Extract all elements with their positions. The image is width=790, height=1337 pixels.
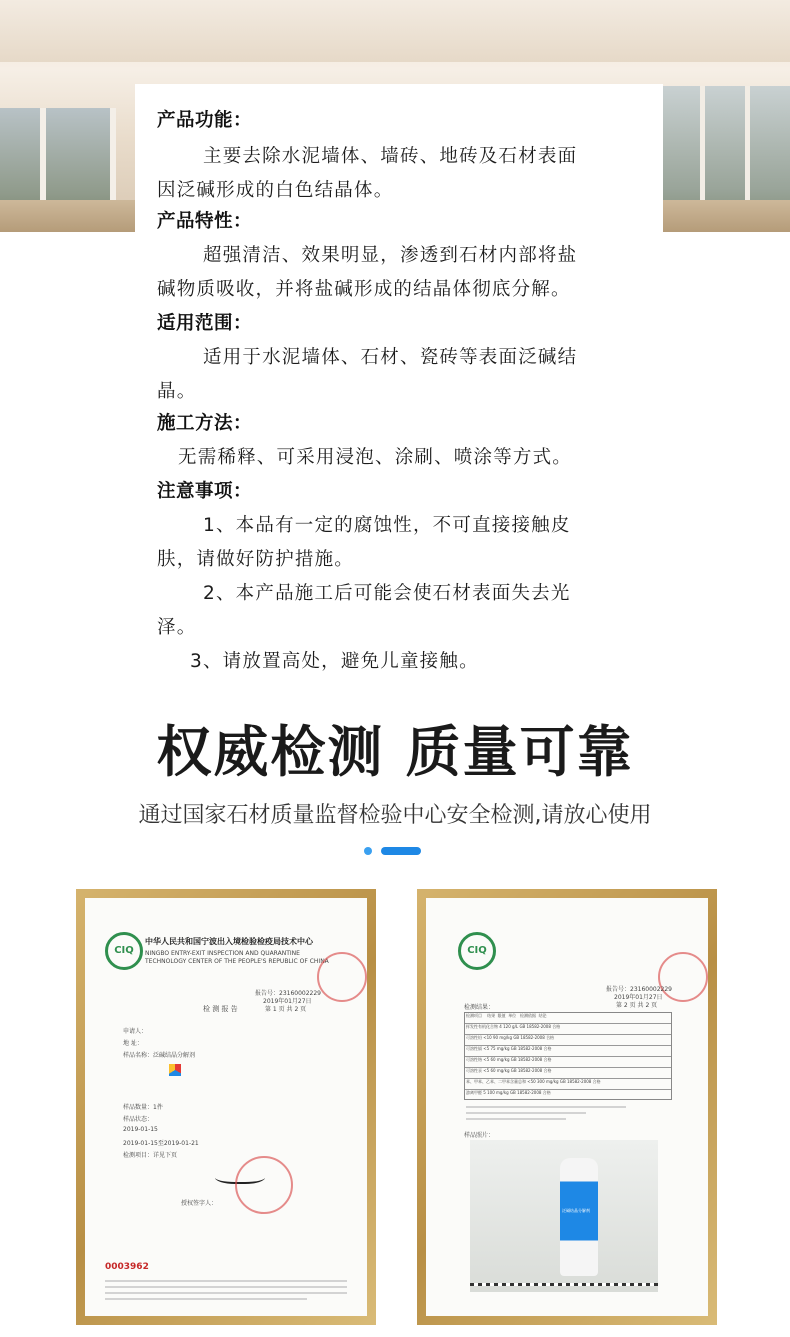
receive-date: 2019-01-15 <box>123 1126 158 1133</box>
certificate-frame-2 <box>417 889 717 1325</box>
note-2-line-1: 2、本产品施工后可能会使石材表面失去光 <box>203 583 571 604</box>
report-number: 报告号：23160002229 <box>606 986 672 993</box>
red-seal-icon <box>658 952 708 1002</box>
ciq-logo-icon: CIQ <box>458 932 496 970</box>
serial-number: 0003962 <box>105 1262 149 1272</box>
scope-text-1: 适用于水泥墙体、石材、瓷砖等表面泛碱结 <box>203 347 578 368</box>
applicant: 申请人： <box>123 1028 148 1035</box>
carousel-dot-active[interactable] <box>381 847 421 855</box>
sample-photo <box>470 1140 658 1292</box>
heading-scope: 适用范围： <box>157 313 253 334</box>
function-text-2: 因泛碱形成的白色结晶体。 <box>157 180 394 201</box>
table-row: 可溶性铬 <5 60 mg/kg GB 18582-2008 合格 <box>466 1057 552 1062</box>
report-date: 2019年01月27日 <box>614 994 663 1001</box>
table-row: 挥发性有机化合物 4 120 g/L GB 18582-2008 合格 <box>466 1024 561 1029</box>
table-row: 游离甲醛 5 100 mg/kg GB 18582-2008 合格 <box>466 1090 551 1095</box>
note-2-line-2: 泽。 <box>157 617 197 638</box>
sample-logo-icon <box>169 1064 181 1076</box>
ceiling <box>0 0 790 62</box>
table-row: 可溶性铅 <10 90 mg/kg GB 18582-2008 合格 <box>466 1035 555 1040</box>
table-row: 苯、甲苯、乙苯、二甲苯含量总和 <50 300 mg/kg GB 18582-2008 合格 <box>466 1079 601 1084</box>
note-3: 3、请放置高处，避免儿童接触。 <box>190 651 479 672</box>
bottle-label: 泛碱结晶分解剂 <box>562 1208 590 1213</box>
function-text-1: 主要去除水泥墙体、墙砖、地砖及石材表面 <box>203 146 578 167</box>
report-page: 第 2 页 共 2 页 <box>616 1002 658 1009</box>
certificate-page-1 <box>85 898 367 1316</box>
heading-function: 产品功能： <box>157 110 253 131</box>
report-date: 2019年01月27日 <box>263 998 312 1005</box>
note-1-line-1: 1、本品有一定的腐蚀性，不可直接接触皮 <box>203 515 571 536</box>
measuring-scale <box>470 1283 658 1286</box>
table-row: 可溶性汞 <5 60 mg/kg GB 18582-2008 合格 <box>466 1068 552 1073</box>
table-row: 可溶性镉 <5 75 mg/kg GB 18582-2008 合格 <box>466 1046 552 1051</box>
cert-header-cn: 中华人民共和国宁波出入境检验检疫局技术中心 <box>145 937 313 946</box>
certificate-page-2 <box>426 898 708 1316</box>
sample-state: 样品状态： <box>123 1116 154 1123</box>
ciq-logo-icon: CIQ <box>105 932 143 970</box>
method-text: 无需稀释、可采用浸泡、涂刷、喷涂等方式。 <box>178 447 573 468</box>
sample-photo-label: 样品照片： <box>464 1132 495 1139</box>
result-label: 检测结果： <box>464 1004 495 1011</box>
red-seal-icon <box>317 952 367 1002</box>
address: 地 址： <box>123 1040 143 1047</box>
test-items: 检测项目：详见下页 <box>123 1152 178 1159</box>
report-page: 第 1 页 共 2 页 <box>265 1006 307 1013</box>
certificate-frame-1 <box>76 889 376 1325</box>
section-subtitle: 通过国家石材质量监督检验中心安全检测,请放心使用 <box>138 803 652 828</box>
product-bottle <box>560 1158 598 1276</box>
section-title: 权威检测 质量可靠 <box>156 720 634 784</box>
cert-header-en-1: NINGBO ENTRY-EXIT INSPECTION AND QUARANTINE <box>145 950 300 957</box>
note-1-line-2: 肤，请做好防护措施。 <box>157 549 355 570</box>
scope-text-2: 晶。 <box>157 381 197 402</box>
report-title: 检 测 报 告 <box>203 1005 238 1013</box>
text-card <box>135 84 663 464</box>
table-header: 检测项目 结果 限值 单位 检测依据 结论 <box>466 1013 547 1018</box>
heading-notes: 注意事项： <box>157 481 253 502</box>
carousel-dot[interactable] <box>364 847 372 855</box>
features-text-2: 碱物质吸收，并将盐碱形成的结晶体彻底分解。 <box>157 279 571 300</box>
signatory-label: 授权签字人： <box>181 1200 218 1207</box>
heading-method: 施工方法： <box>157 413 253 434</box>
test-date: 2019-01-15至2019-01-21 <box>123 1140 199 1147</box>
cert-header-en-2: TECHNOLOGY CENTER OF THE PEOPLE'S REPUBLIC OF CHINA <box>145 958 329 965</box>
red-seal-icon <box>235 1156 293 1214</box>
sample-name: 样品名称：泛碱结晶分解剂 <box>123 1052 196 1059</box>
features-text-1: 超强清洁、效果明显，渗透到石材内部将盐 <box>203 245 578 266</box>
heading-features: 产品特性： <box>157 211 253 232</box>
report-number: 报告号：23160002229 <box>255 990 321 997</box>
sample-quantity: 样品数量：1件 <box>123 1104 163 1111</box>
